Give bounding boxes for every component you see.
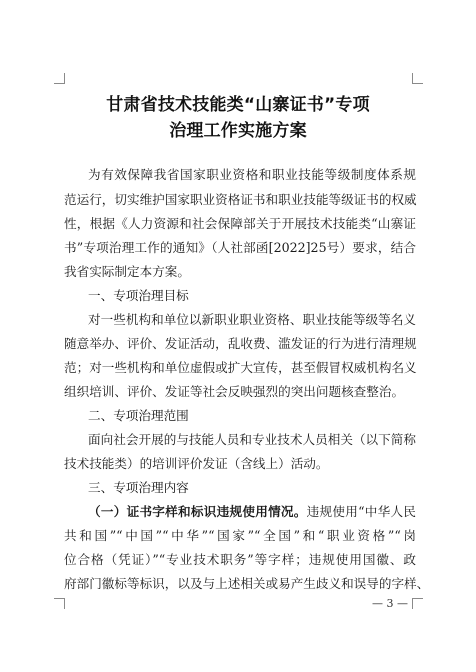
- intro-line: 我省实际制定本方案。: [64, 264, 190, 279]
- intro-line: 书”专项治理工作的通知》（人社部函[2022]25号）要求，结合: [64, 240, 416, 255]
- item1-line: [88, 502, 416, 522]
- document-title-line1: 甘肃省技术技能类“山寨证书”专项: [106, 95, 370, 115]
- section-heading-2: 二、专项治理范围: [88, 408, 189, 423]
- section2-line: 技术技能类）的培训评价发证（含线上）活动。: [64, 456, 329, 471]
- intro-line: 性，根据《人力资源和社会保障部关于开展技术技能类“山寨证: [64, 216, 416, 231]
- section1-line: 对一些机构和单位以新职业职业资格、职业技能等级等名义: [88, 312, 416, 327]
- section3-line: 位合格（凭证）”“专业技术职务”等字样；违规使用国徽、政: [64, 552, 416, 567]
- page-number: — 3 —: [372, 597, 408, 610]
- crop-mark-bottom-left: [54, 598, 65, 609]
- crop-mark-top-right: [412, 73, 423, 84]
- section2-line: 面向社会开展的与技能人员和专业技术人员相关（以下简称: [88, 432, 416, 447]
- section3-line: 府部门徽标等标识，以及与上述相关或易产生歧义和误导的字样、: [64, 576, 430, 591]
- intro-line: 范运行，切实维护国家职业资格证书和职业技能等级证书的权威: [64, 192, 417, 207]
- section3-line: 共和国”“中国”“中华”“国家”“全国”和“职业资格”“岗: [64, 528, 416, 543]
- document-title-line2: 治理工作实施方案: [169, 121, 307, 141]
- item1-rest: 违规使用“中华人民: [306, 504, 416, 519]
- section1-line: 组织培训、评价、发证等社会反映强烈的突出问题核查整治。: [64, 384, 405, 399]
- section1-line: 随意举办、评价、发证活动，乱收费、滥发证的行为进行清理规: [64, 336, 417, 351]
- crop-mark-bottom-right: [412, 598, 423, 609]
- crop-mark-top-left: [54, 73, 65, 84]
- item1-bold-lead: （一）证书字样和标识违规使用情况。: [88, 504, 307, 519]
- section-heading-1: 一、专项治理目标: [88, 288, 189, 303]
- section1-line: 范；对一些机构和单位虚假或扩大宣传，甚至假冒权威机构名义: [64, 360, 417, 375]
- intro-line: 为有效保障我省国家职业资格和职业技能等级制度体系规: [88, 167, 416, 182]
- section-heading-3: 三、专项治理内容: [88, 480, 189, 495]
